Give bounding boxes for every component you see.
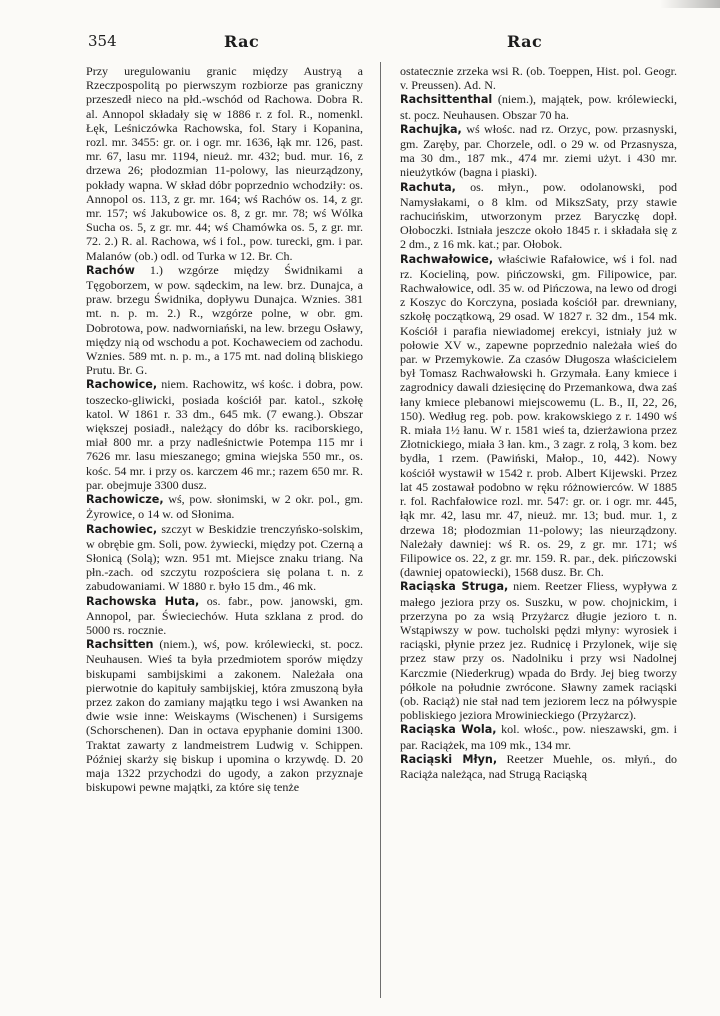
- entry-headword: Raciąski Młyn,: [400, 752, 498, 766]
- entry-headword: Rachów: [86, 263, 135, 277]
- entry-headword: Rachowska Huta,: [86, 594, 200, 608]
- entry-continuation: [86, 64, 363, 263]
- dictionary-entry: [400, 92, 677, 121]
- entry-text: niem. Reetzer Fliess, wypływa z małego jeziora przy os. Suszku, w pow. chojnickim, i przerzyna po za wsią Przyżarcz długie jezioro t. n. Wstąpiwszy w pow. tucholski pędzi młyny: wyrosiek i raciąski, płynie przez jez. Rudnicę i Przylonek, wije się przez staw przy os. Nadolniku i przy wsi Nadolnej Karczmie (Niederkrug) wpada do Brdy. Jej bieg tworzy półkole na południe zwrócone. Sławny zamek raciąski (ob. Raciąż) nie stał nad tem jeziorem lecz na półwyspie pobliskiego jeziora Mrowinieckiego (Przyżarcz).: [400, 579, 677, 723]
- entry-text: szczyt w Beskidzie trenczyńsko-solskim, w obrębie gm. Soli, pow. żywiecki, między pot. Czerną a Słonicą (Solą); wzn. 951 mt. Miejsce znaku triang. Na płn.-zach. od szczytu rozpościera się polana t. n. z zabudowaniami. W 1880 r. było 15 dm., 46 mk.: [86, 521, 363, 594]
- left-column: [86, 64, 363, 999]
- page-corner-shadow: [660, 0, 720, 8]
- dictionary-entry: [400, 252, 677, 580]
- entry-text: 1.) wzgórze między Świdnikami a Tęgoborzem, w pow. sądeckim, na lew. brz. Dunajca, a praw. brzegu Świdnika, dopływu Dunajca. Wznies. 381 mt. n. p. m. 2.) R., wzgórze polne, w obr. gm. Dobrotowa, pow. nadworniański, na lew. brzegu Osławy, między nią od wschodu a pot. Kochaweciem od zachodu. Wznies. 589 mt. n. p. m., a 175 mt. nad doliną bliskiego Prutu. Br. G.: [86, 262, 363, 378]
- dictionary-entry: [86, 637, 363, 794]
- entry-headword: Raciąska Struga,: [400, 580, 509, 594]
- dictionary-entry: [400, 722, 677, 751]
- entry-text: os. fabr., pow. janowski, gm. Annopol, par. Świeciechów. Huta szklana z prod. do 5000 rs. rocznie.: [86, 593, 363, 637]
- page-number: 354: [88, 32, 117, 50]
- entry-headword: Rachowiec,: [86, 522, 158, 536]
- entry-headword: Rachsittenthal: [400, 93, 493, 107]
- entry-headword: Rachowice,: [86, 378, 158, 392]
- entry-headword: Rachsitten: [86, 638, 154, 652]
- running-head-right: Rac: [507, 32, 543, 51]
- entry-headword: Rachuta,: [400, 180, 456, 194]
- dictionary-entry: [86, 522, 363, 594]
- entry-headword: Raciąska Wola,: [400, 723, 497, 737]
- entry-text: ostatecznie zrzeka wsi R. (ob. Toeppen, Hist. pol. Geogr. v. Preussen). Ad. N.: [400, 64, 677, 93]
- entry-text: (niem.), wś, pow. królewiecki, st. pocz. Neuhausen. Wieś ta była przedmiotem sporów między biskupami sambijskimi a zakonem. Należała ona pierwotnie do kapituły sambijskiej, która zmuszoną była przez zakon do zamiany majątku tego i wsi Awanken na dwie wsie inne: Weiskayms (Wischenen) i Sursigems (Schorschenen). Dan in octava epyphanie domini 1300. Traktat zawarty z landmeistrem Ludwig v. Schippen. Później skarży się biskup i upomina o krzywdę. D. 20 maja 1322 przychodzi do ugody, a zakon przyznaje biskupowi pewne majątki, za które się tenże: [86, 637, 363, 795]
- entry-text: kol. włośc., pow. nieszawski, gm. i par. Raciążek, ma 109 mk., 134 mr.: [400, 722, 677, 752]
- entry-text: (niem.), majątek, pow. królewiecki, st. pocz. Neuhausen. Obszar 70 ha.: [400, 92, 677, 122]
- entry-text: os. młyn., pow. odolanowski, pod Namysłakami, o 8 klm. od MikszSaty, przy stawie rachucińskim, utworzonym przez Baryczkę dopł. Ołoboczki. Istniała jeszcze około 1845 r. i składała się z 2 dm., z 16 mk. kat.; par. Ołobok.: [400, 179, 677, 252]
- entry-headword: Rachowicze,: [86, 493, 164, 507]
- entry-continuation: [400, 64, 677, 92]
- dictionary-entry: [400, 122, 677, 180]
- dictionary-entry: [86, 594, 363, 638]
- entry-text: Reetzer Muehle, os. młyń., do Raciąża należąca, nad Strugą Raciąską: [400, 751, 677, 781]
- entry-text: wś włośc. nad rz. Orzyc, pow. przasnyski, gm. Zaręby, par. Chorzele, odl. o 29 w. od Przasnysza, ma 30 dm., 187 mk., 474 mr. ziemi użyt. i 430 mr. nieużytków (bagna i piaski).: [400, 121, 677, 180]
- entry-text: właściwie Rafałowice, wś i fol. nad rz. Kocieliną, pow. pińczowski, gm. Filipowice, par. Rachwałowice, odl. 35 w. od Pińczowa, na lewo od drogi z Koszyc do Korczyna, posiada kościół par. drewniany, szkołę początkową, 29 osad. W 1827 r. 32 dm., 154 mk. Kościół i parafia niewiadomej erekcyi, istniały już w połowie XV w., zapewne poprzednio należała wieś do par. w Przemykowie. Za czasów Długosza właścicielem był Tomasz Rachwałowski h. Grzymała. Łany kmiece i zagrodnicy dawali dziesięcinę do Przemankowa, dwa zaś łany kmiece plebanowi miejscowemu (L. B., II, 22, 26, 150). Według reg. pob. pow. krakowskiego z r. 1490 wś R. miała 1½ łanu. W r. 1581 wieś ta, dzierżawiona przez Złotnickiego, miała 3 łan. km., 3 zagr. z rolą, 3 kom. bez bydła, 1 rzem. (Pawiński, Małop., 10, 442). Nowy kościół wystawił w 1542 r. prob. Albert Kijewski. Przez lat 45 zostawał podobno w ręku różnowierców. W 1885 r. fol. Rachfałowice rozl. mr. 547: gr. or. i ogr. mr. 445, łąk mr. 42, lasu mr. 47, nieuż. mr. 13; bud. mur. 1, z drzewa 18; płodozmian 11-polowy; las nieurządzony. Należały dawniej: wś R. os. 29, z gr. mr. 171; wś Filipowice os. 22, z gr. mr. 159. R. par., dek. pińczowski (dawniej opatowiecki), 1568 dusz. Br. Ch.: [400, 251, 677, 580]
- running-head-left: Rac: [224, 32, 260, 51]
- dictionary-entry: [400, 752, 677, 781]
- entry-text: Przy uregulowaniu granic między Austryą a Rzeczpospolitą po pierwszym rozbiorze pas graniczny przeszedł nieco na płd.-wschód od Rachowa. Dobra R. al. Annopol składały się w 1886 r. z fol. R., nomenkl. Łęk, Leśniczówka Rachowska, fol. Stary i Kopanina, rozl. mr. 3455: gr. or. i ogr. mr. 1636, łąk mr. 126, past. mr. 67, lasu mr. 1194, nieuż. mr. 432; bud. mur. 16, z drzewa 26; płodozmian 11-polowy, las nieurządzony, pokłady wapna. W skład dóbr poprzednio wchodziły: os. Annopol os. 113, z gr. mr. 164; wś Rachów os. 14, z gr. mr. 157; wś Jakubowice os. 8, z gr. mr. 78; wś Wólka Sucha os. 5, z gr. mr. 44; wś Chamówka os. 5, z gr. mr. 72. 2.) R. al. Rachowa, wś i fol., pow. turecki, gm. i par. Malanów (ob.) odl. od Turka w 12. Br. Ch.: [86, 64, 363, 263]
- right-column: [400, 64, 677, 999]
- dictionary-entry: [400, 579, 677, 722]
- entry-headword: Rachwałowice,: [400, 252, 494, 266]
- dictionary-entry: [400, 180, 677, 252]
- dictionary-entry: [86, 263, 363, 378]
- dictionary-entry: [86, 377, 363, 492]
- dictionary-entry: [86, 492, 363, 521]
- entry-headword: Rachujka,: [400, 122, 462, 136]
- entry-text: niem. Rachowitz, wś kośc. i dobra, pow. toszecko-gliwicki, posiada kościół par. katol., szkołę katol. W 1861 r. 33 dm., 645 mk. (7 ewang.). Obszar większej posiadł., należący do dóbr ks. raciborskiego, miał 800 mr. a przy nadleśnictwie Potempa 115 mr i 7626 mr. lasu mieszanego; gmina wiejska 550 mr., os. kośc. 54 mr. i przy os. karczem 46 mr.; razem 650 mr. R. par. obejmuje 3300 dusz.: [86, 377, 363, 492]
- entry-text: wś, pow. słonimski, w 2 okr. pol., gm. Żyrowice, o 14 w. od Słonima.: [86, 492, 363, 522]
- column-divider: [380, 62, 381, 998]
